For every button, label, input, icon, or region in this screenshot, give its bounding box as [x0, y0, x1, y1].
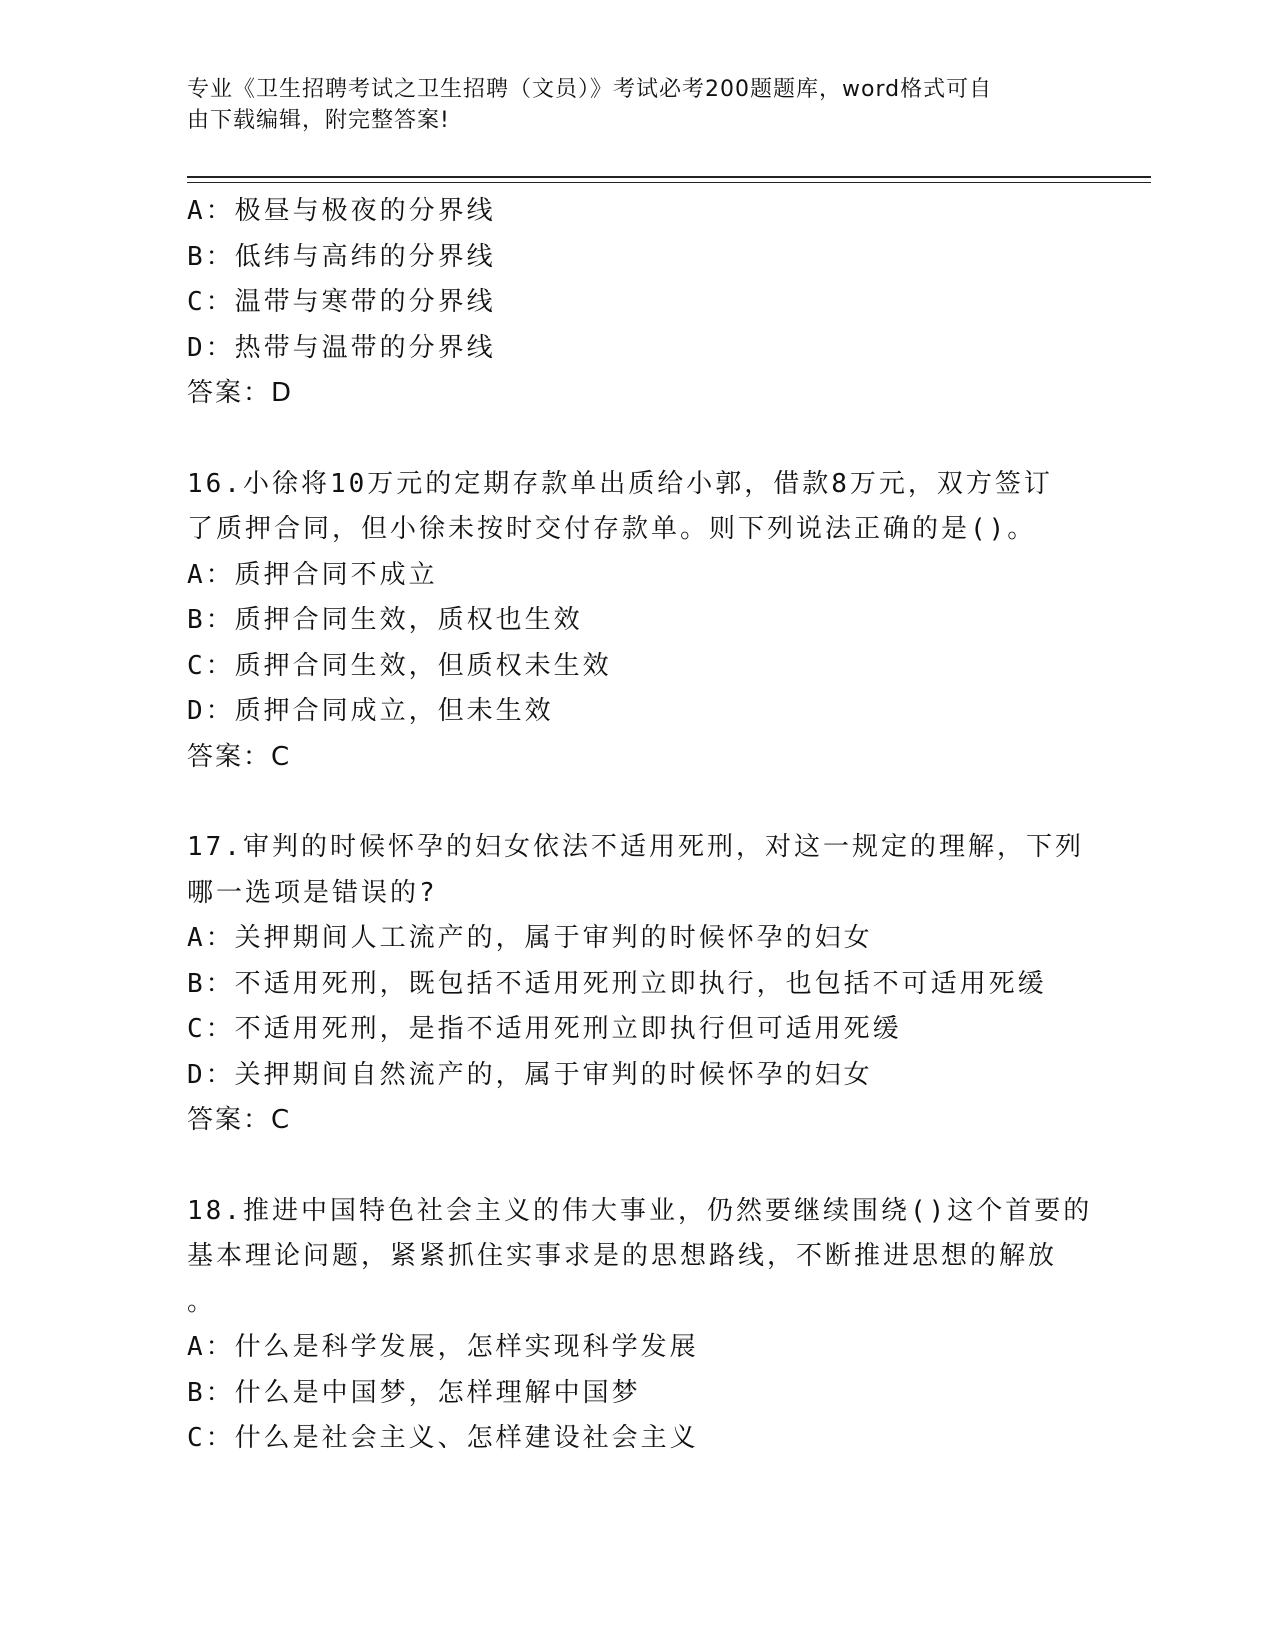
- option-b: B：不适用死刑，既包括不适用死刑立即执行，也包括不可适用死缓: [187, 968, 1047, 999]
- question-18: [187, 1189, 1107, 1462]
- header-title-line-1: 专业《卫生招聘考试之卫生招聘（文员）》考试必考200题题库，word格式可自: [187, 77, 993, 102]
- question-stem-line-2: 基本理论问题，紧紧抓住实事求是的思想路线，不断推进思想的解放: [187, 1241, 1058, 1271]
- question-17: [187, 825, 1107, 1144]
- option-b: B：低纬与高纬的分界线: [187, 241, 496, 272]
- question-list: [187, 189, 1107, 1462]
- question-gap: [187, 780, 1107, 825]
- question-stem-line-2: 了质押合同，但小徐未按时交付存款单。则下列说法正确的是()。: [187, 514, 1037, 544]
- option-d: D：质押合同成立，但未生效: [187, 696, 554, 726]
- option-a: A：关押期间人工流产的，属于审判的时候怀孕的妇女: [187, 923, 873, 953]
- option-a: A：什么是科学发展，怎样实现科学发展: [187, 1332, 699, 1362]
- question-stem-line-1: 17.审判的时候怀孕的妇女依法不适用死刑，对这一规定的理解，下列: [187, 832, 1084, 862]
- answer: 答案：C: [187, 1105, 292, 1135]
- option-b: B：质押合同生效，质权也生效: [187, 605, 583, 635]
- question-stem-line-1: 16.小徐将10万元的定期存款单出质给小郭，借款8万元，双方签订: [187, 468, 1053, 499]
- option-c: C：不适用死刑，是指不适用死刑立即执行但可适用死缓: [187, 1014, 902, 1044]
- question-16: [187, 462, 1107, 781]
- header-divider-thick: [187, 176, 1151, 178]
- option-c: C：什么是社会主义、怎样建设社会主义: [187, 1423, 699, 1453]
- header-title-line-2: 由下载编辑，附完整答案!: [187, 108, 450, 133]
- option-a: A：质押合同不成立: [187, 559, 438, 590]
- document-header: [187, 74, 1067, 136]
- option-c: C：温带与寒带的分界线: [187, 287, 496, 317]
- option-d: D：关押期间自然流产的，属于审判的时候怀孕的妇女: [187, 1059, 873, 1090]
- option-d: D：热带与温带的分界线: [187, 332, 496, 363]
- question-stem-line-3: 。: [187, 1286, 217, 1317]
- question-gap: [187, 417, 1107, 462]
- header-divider-thin: [187, 182, 1151, 183]
- question-15: [187, 189, 1107, 417]
- option-b: B：什么是中国梦，怎样理解中国梦: [187, 1377, 641, 1408]
- answer: 答案：D: [187, 378, 294, 408]
- question-stem-line-2: 哪一选项是错误的?: [187, 877, 438, 908]
- option-c: C：质押合同生效，但质权未生效: [187, 650, 612, 681]
- question-stem-line-1: 18.推进中国特色社会主义的伟大事业，仍然要继续围绕()这个首要的: [187, 1195, 1093, 1226]
- answer: 答案：C: [187, 741, 292, 772]
- question-gap: [187, 1144, 1107, 1189]
- option-a: A：极昼与极夜的分界线: [187, 196, 496, 226]
